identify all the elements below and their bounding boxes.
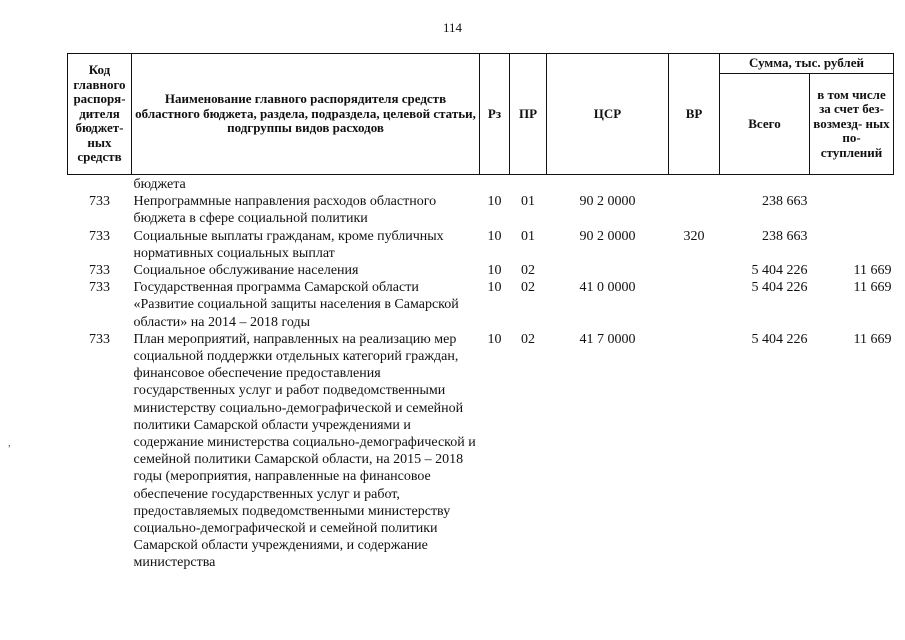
table-row <box>68 228 894 262</box>
cell-total: 238 663 <box>762 228 808 244</box>
cell-rz: 10 <box>487 280 502 296</box>
cell-code: 733 <box>89 263 110 279</box>
cell-total: 5 404 226 <box>751 331 808 347</box>
cell-pr <box>510 175 547 194</box>
cell-total: 5 404 226 <box>751 263 808 279</box>
header-rz: Рз <box>480 54 510 175</box>
header-incl: в том числе за счет без- возмезд- ных по- ступлений <box>810 74 894 175</box>
cell-name: бюджета <box>133 177 186 192</box>
cell-rz <box>480 175 510 194</box>
cell-pr: 02 <box>521 331 535 347</box>
cell-name: Социальные выплаты гражданам, кроме публичных нормативных социальных выплат <box>133 228 444 261</box>
budget-table <box>67 53 894 572</box>
cell-csr <box>547 175 669 194</box>
margin-mark: , <box>8 437 11 449</box>
cell-name: План мероприятий, направленных на реализацию мер социальной поддержки отдельных категорий граждан, финансовое обеспечение предоставления государственных услуг и работ подведомственными министерству социально-демографической и семейной политики Самарской области учреждениями и содержание министерства социально-демографической и семейной политики Самарской области, на 2015 – 2018 годы (мероприятия, направленные на финансовое обеспечение государственных услуг и работ, предоставляемых подведомственными министерству социально-демографической и семейной политики Самарской области учреждениями, и содержание министерства <box>133 331 476 571</box>
cell-name: Государственная программа Самарской области «Развитие социальной защиты населения в Самарской области» на 2014 – 2018 годы <box>133 280 459 330</box>
cell-incl <box>810 228 894 262</box>
cell-code: 733 <box>89 194 110 210</box>
cell-total: 238 663 <box>762 194 808 210</box>
header-pr: ПР <box>510 54 547 175</box>
cell-rz: 10 <box>487 263 502 279</box>
cell-rz: 10 <box>487 194 502 210</box>
cell-pr: 02 <box>521 263 535 279</box>
cell-code: 733 <box>89 331 110 347</box>
header-sum: Сумма, тыс. рублей <box>720 54 894 74</box>
cell-vr <box>669 262 720 279</box>
table-body <box>68 175 894 572</box>
header-name: Наименование главного распорядителя средств областного бюджета, раздела, подраздела, целевой статьи, подгруппы видов расходов <box>132 54 480 175</box>
header-total: Всего <box>720 74 810 175</box>
cell-vr <box>669 193 720 227</box>
cell-rz: 10 <box>487 331 502 347</box>
cell-total <box>720 175 810 194</box>
cell-csr: 90 2 0000 <box>579 228 636 244</box>
table-row <box>68 175 894 194</box>
cell-vr <box>669 331 720 572</box>
table-row <box>68 279 894 331</box>
page-number: 114 <box>442 20 463 35</box>
cell-code: 733 <box>89 228 110 244</box>
cell-pr: 01 <box>521 228 535 244</box>
cell-pr: 01 <box>521 194 535 210</box>
cell-incl <box>810 193 894 227</box>
cell-rz: 10 <box>487 228 502 244</box>
table-header <box>68 54 894 175</box>
cell-pr: 02 <box>521 280 535 296</box>
cell-total: 5 404 226 <box>751 280 808 296</box>
cell-csr: 90 2 0000 <box>579 194 636 210</box>
cell-incl: 11 669 <box>853 263 892 279</box>
header-code: Код главного распоря- дителя бюджет- ных средств <box>68 54 132 175</box>
cell-name: Социальное обслуживание населения <box>133 263 359 279</box>
header-csr: ЦСР <box>547 54 669 175</box>
cell-csr <box>547 262 669 279</box>
header-vr: ВР <box>669 54 720 175</box>
cell-vr: 320 <box>683 228 705 244</box>
cell-vr <box>669 279 720 331</box>
table-row <box>68 193 894 227</box>
cell-code: 733 <box>89 280 110 296</box>
cell-csr: 41 7 0000 <box>579 331 636 347</box>
table-row <box>68 262 894 279</box>
cell-incl: 11 669 <box>853 280 892 296</box>
cell-vr <box>669 175 720 194</box>
cell-incl: 11 669 <box>853 331 892 347</box>
cell-name: Непрограммные направления расходов областного бюджета в сфере социальной политики <box>133 194 437 227</box>
table-row <box>68 331 894 572</box>
cell-csr: 41 0 0000 <box>579 280 636 296</box>
cell-incl <box>810 175 894 194</box>
cell-code <box>68 175 132 194</box>
